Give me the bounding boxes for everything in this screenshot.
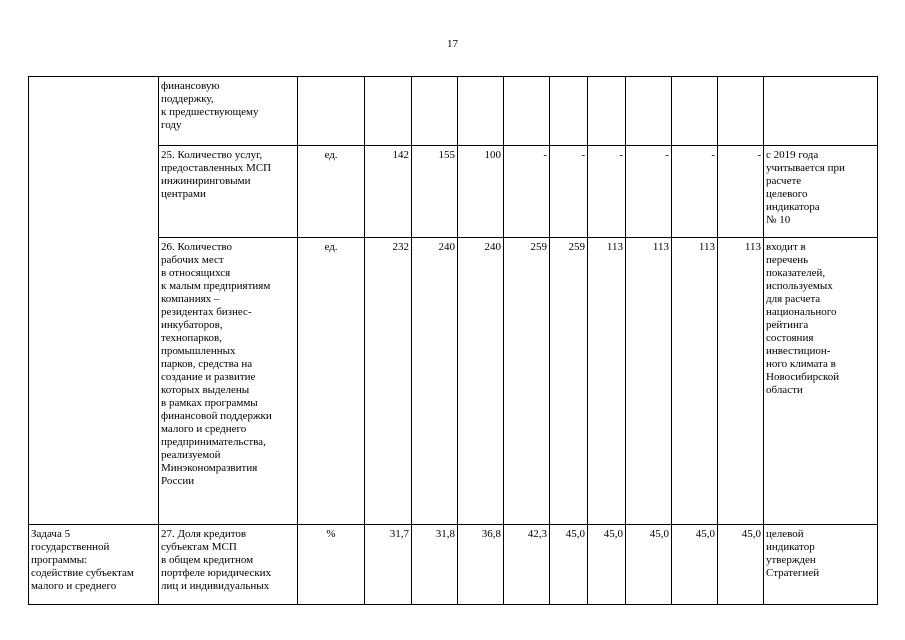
unit-cell: ед. <box>298 146 365 238</box>
value-cell: - <box>504 146 550 238</box>
value-cell: 240 <box>458 238 504 525</box>
page-number: 17 <box>447 38 458 50</box>
indicators-table <box>28 76 878 605</box>
note-cell: с 2019 года учитывается при расчете целевого индикатора № 10 <box>764 146 878 238</box>
task-cell: Задача 5 государственной программы: содействие субъектам малого и среднего <box>29 525 159 605</box>
value-cell <box>626 77 672 146</box>
indicator-cell: 26. Количество рабочих мест в относящихся к малым предприятиям компаниях – резидентах бизнес- инкубаторов, технопарков, промышленных парков, средства на создание и развитие которых выделены в рамках программы финансовой поддержки малого и среднего предпринимательства, реализуемой Минэкономразвития России <box>159 238 298 525</box>
value-cell: 45,0 <box>672 525 718 605</box>
indicator-cell: 25. Количество услуг, предоставленных МСП инжиниринговыми центрами <box>159 146 298 238</box>
value-cell: 240 <box>412 238 458 525</box>
value-cell: 259 <box>550 238 588 525</box>
value-cell <box>718 77 764 146</box>
value-cell: 113 <box>718 238 764 525</box>
value-cell: - <box>550 146 588 238</box>
value-cell <box>672 77 718 146</box>
value-cell: 142 <box>365 146 412 238</box>
indicator-cell: 27. Доля кредитов субъектам МСП в общем кредитном портфеле юридических лиц и индивидуальных <box>159 525 298 605</box>
value-cell: 45,0 <box>588 525 626 605</box>
unit-cell: ед. <box>298 238 365 525</box>
value-cell: 31,7 <box>365 525 412 605</box>
value-cell: - <box>672 146 718 238</box>
value-cell: 155 <box>412 146 458 238</box>
value-cell: 45,0 <box>550 525 588 605</box>
value-cell: 113 <box>588 238 626 525</box>
value-cell: 232 <box>365 238 412 525</box>
value-cell <box>550 77 588 146</box>
value-cell <box>412 77 458 146</box>
value-cell <box>365 77 412 146</box>
value-cell: - <box>626 146 672 238</box>
note-cell <box>764 77 878 146</box>
table-row <box>29 77 878 146</box>
indicator-cell: финансовую поддержку, к предшествующему году <box>159 77 298 146</box>
table-row <box>29 525 878 605</box>
note-cell: целевой индикатор утвержден Стратегией <box>764 525 878 605</box>
value-cell: 36,8 <box>458 525 504 605</box>
value-cell: 113 <box>626 238 672 525</box>
value-cell: 113 <box>672 238 718 525</box>
value-cell <box>504 77 550 146</box>
value-cell: 31,8 <box>412 525 458 605</box>
value-cell: 45,0 <box>718 525 764 605</box>
note-cell: входит в перечень показателей, используемых для расчета национального рейтинга состояния инвестицион- ного климата в Новосибирской области <box>764 238 878 525</box>
value-cell: 259 <box>504 238 550 525</box>
unit-cell <box>298 77 365 146</box>
value-cell <box>458 77 504 146</box>
value-cell: 45,0 <box>626 525 672 605</box>
value-cell <box>588 77 626 146</box>
value-cell: - <box>588 146 626 238</box>
value-cell: - <box>718 146 764 238</box>
task-cell <box>29 77 159 525</box>
value-cell: 42,3 <box>504 525 550 605</box>
unit-cell: % <box>298 525 365 605</box>
value-cell: 100 <box>458 146 504 238</box>
